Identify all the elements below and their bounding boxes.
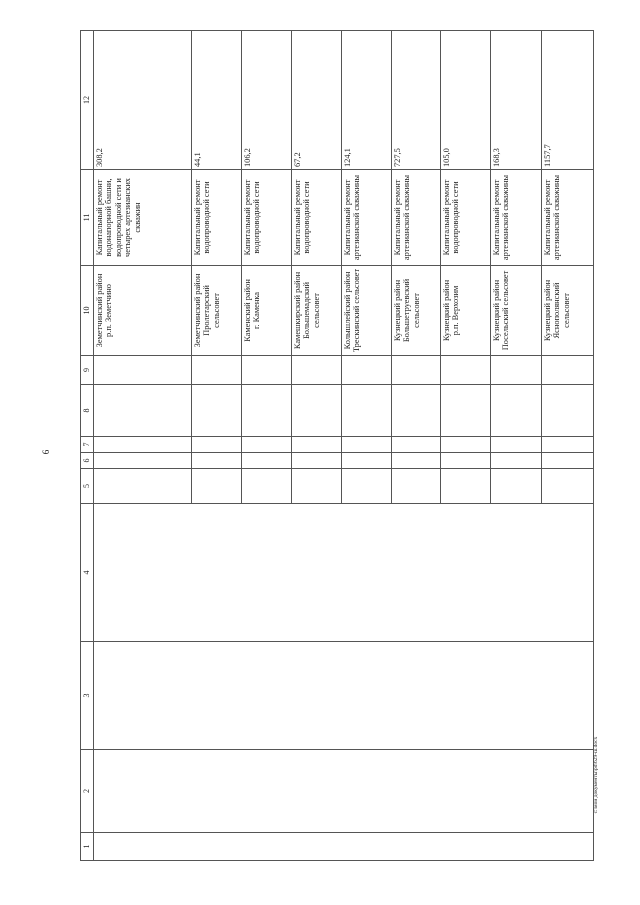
territory-settlement: г. Каменка (252, 291, 262, 330)
cell-amount: 44,1 (192, 31, 242, 170)
cell-col6 (441, 453, 491, 469)
column-header-8: 8 (81, 385, 94, 437)
cell-col8 (342, 385, 392, 437)
cell-col7 (292, 437, 342, 453)
cell-col9 (94, 356, 192, 385)
column-header-5: 5 (81, 469, 94, 504)
cell-col3 (94, 642, 594, 750)
column-header-10: 10 (81, 266, 94, 356)
cell-col8 (542, 385, 594, 437)
budget-table (80, 30, 594, 861)
cell-col7 (491, 437, 542, 453)
cell-work: Капитальный ремонт артезианской скважины (542, 170, 594, 266)
territory-settlement: Большемадский сельсовет (302, 281, 321, 340)
cell-col4 (94, 504, 594, 642)
territory-settlement: Трескинский сельсовет (352, 268, 362, 353)
cell-work: Капитальный ремонт артезианской скважины (342, 170, 392, 266)
cell-col6 (542, 453, 594, 469)
cell-col5 (441, 469, 491, 504)
column-header-1: 1 (81, 833, 94, 861)
cell-territory (542, 266, 594, 356)
cell-col7 (94, 437, 192, 453)
cell-col6 (392, 453, 441, 469)
table-row (94, 31, 192, 861)
cell-col5 (192, 469, 242, 504)
cell-amount: 308,2 (94, 31, 192, 170)
territory-district: Земетчинский район (95, 273, 104, 348)
cell-work: Капитальный ремонт водопроводной сети (242, 170, 292, 266)
territory-district: Кузнецкий район (492, 279, 501, 342)
cell-territory (242, 266, 292, 356)
cell-col8 (491, 385, 542, 437)
territory-district: Камешкирский район (293, 271, 302, 350)
territory-settlement: Пролетарский сельсовет (202, 285, 221, 336)
territory-district: Кузнецкий район (543, 279, 552, 342)
cell-col1 (94, 833, 594, 861)
cell-col6 (94, 453, 192, 469)
cell-territory (94, 266, 192, 356)
cell-col5 (94, 469, 192, 504)
cell-col7 (392, 437, 441, 453)
cell-amount: 105,0 (441, 31, 491, 170)
column-header-6: 6 (81, 453, 94, 469)
table-wrapper (80, 31, 593, 861)
cell-col9 (441, 356, 491, 385)
cell-col9 (242, 356, 292, 385)
cell-amount: 124,1 (342, 31, 392, 170)
cell-col9 (491, 356, 542, 385)
column-header-3: 3 (81, 642, 94, 750)
cell-territory (292, 266, 342, 356)
territory-district: Кузнецкий район (442, 279, 451, 342)
column-header-11: 11 (81, 170, 94, 266)
column-header-12: 12 (81, 31, 94, 170)
cell-col8 (94, 385, 192, 437)
rotated-table-region (80, 31, 593, 861)
cell-territory (192, 266, 242, 356)
cell-work: Капитальный ремонт артезианской скважины (392, 170, 441, 266)
cell-col5 (342, 469, 392, 504)
cell-col8 (192, 385, 242, 437)
cell-col5 (242, 469, 292, 504)
column-header-4: 4 (81, 504, 94, 642)
cell-col5 (542, 469, 594, 504)
footer-file-path: c:\мои документы\pd\629-ш.docx (593, 736, 599, 814)
cell-col2 (94, 750, 594, 833)
territory-district: Колышлейский район (343, 271, 352, 350)
territory-district: Кузнецкий район (393, 279, 402, 342)
cell-territory (342, 266, 392, 356)
cell-col8 (242, 385, 292, 437)
cell-col9 (342, 356, 392, 385)
territory-district: Земетчинский район (193, 273, 202, 348)
cell-work: Капитальный ремонт водопроводной сети (292, 170, 342, 266)
cell-col7 (242, 437, 292, 453)
cell-territory (491, 266, 542, 356)
cell-amount: 727,5 (392, 31, 441, 170)
cell-territory (441, 266, 491, 356)
cell-col8 (292, 385, 342, 437)
cell-amount: 1157,7 (542, 31, 594, 170)
cell-col9 (192, 356, 242, 385)
cell-col6 (292, 453, 342, 469)
cell-territory (392, 266, 441, 356)
page-number: 6 (41, 449, 51, 455)
cell-col8 (441, 385, 491, 437)
territory-settlement: Большетруевский сельсовет (402, 278, 421, 343)
cell-amount: 67,2 (292, 31, 342, 170)
cell-work: Капитальный ремонт водопроводной сети (441, 170, 491, 266)
cell-col9 (542, 356, 594, 385)
column-header-7: 7 (81, 437, 94, 453)
table-header-row (81, 31, 94, 861)
cell-col7 (192, 437, 242, 453)
territory-district: Каменский район (243, 279, 252, 342)
cell-col6 (491, 453, 542, 469)
territory-settlement: Посельский сельсовет (501, 270, 511, 351)
column-header-9: 9 (81, 356, 94, 385)
cell-col8 (392, 385, 441, 437)
territory-settlement: р.п. Верхозим (451, 285, 461, 336)
cell-col9 (292, 356, 342, 385)
cell-work: Капитальный ремонт артезианской скважины (491, 170, 542, 266)
cell-amount: 106,2 (242, 31, 292, 170)
cell-col6 (242, 453, 292, 469)
territory-settlement: р.п. Земетчино (104, 284, 114, 337)
cell-col5 (491, 469, 542, 504)
cell-col5 (292, 469, 342, 504)
cell-col5 (392, 469, 441, 504)
territory-settlement: Яснополянский сельсовет (552, 282, 571, 339)
cell-col6 (192, 453, 242, 469)
cell-col7 (441, 437, 491, 453)
column-header-2: 2 (81, 750, 94, 833)
cell-work: Капитальный ремонт водопроводной сети (192, 170, 242, 266)
cell-work: Капитальный ремонт водонапорной башни, водопроводной сети и четырех артезианских скважин (94, 170, 192, 266)
cell-col6 (342, 453, 392, 469)
cell-col7 (542, 437, 594, 453)
cell-col9 (392, 356, 441, 385)
cell-col7 (342, 437, 392, 453)
cell-amount: 168,3 (491, 31, 542, 170)
